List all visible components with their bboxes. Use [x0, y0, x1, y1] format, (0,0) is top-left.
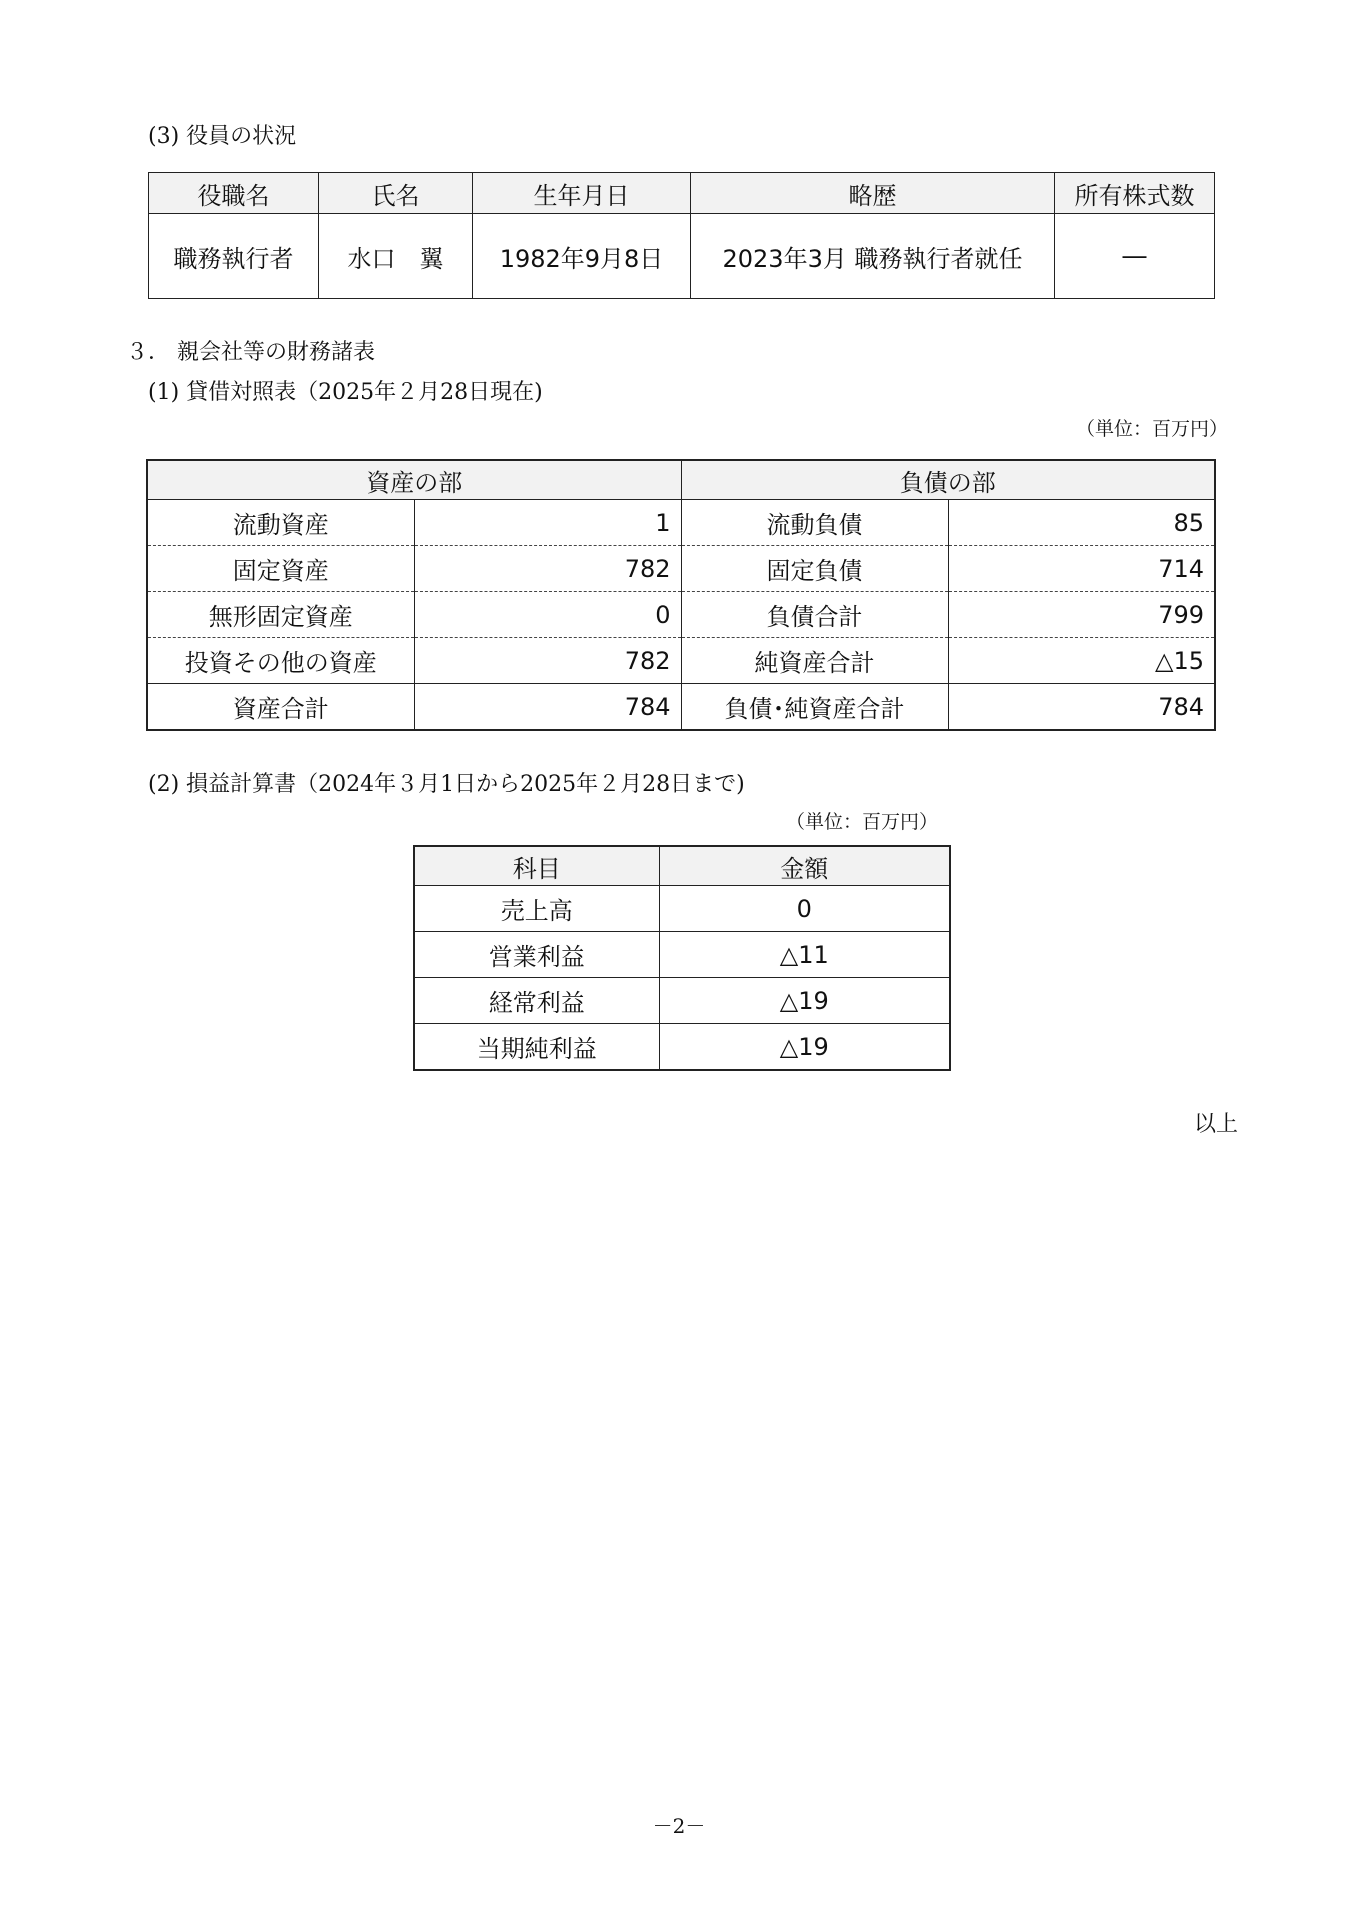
balance-header-row [147, 460, 1215, 500]
income-item-value: 0 [659, 886, 950, 932]
income-item-label: 売上高 [414, 886, 659, 932]
asset-label: 投資その他の資産 [147, 638, 414, 684]
income-item-label: 経常利益 [414, 978, 659, 1024]
officer-career: 2023年3月 職務執行者就任 [691, 214, 1055, 299]
table-row [414, 1024, 950, 1071]
column-header: 生年月日 [473, 173, 691, 214]
income-header-row [414, 846, 950, 886]
column-header: 役職名 [149, 173, 319, 214]
table-row [147, 592, 1215, 638]
table-row [147, 684, 1215, 731]
liability-value: 714 [948, 546, 1215, 592]
income-item-value: △19 [659, 978, 950, 1024]
liability-value: 85 [948, 500, 1215, 546]
income-item-value: △19 [659, 1024, 950, 1071]
income-item-label: 当期純利益 [414, 1024, 659, 1071]
liability-value: 784 [948, 684, 1215, 731]
column-header: 氏名 [319, 173, 473, 214]
table-row [414, 978, 950, 1024]
assets-header: 資産の部 [147, 460, 681, 500]
table-row [414, 932, 950, 978]
liability-label: 固定負債 [681, 546, 948, 592]
liability-label: 純資産合計 [681, 638, 948, 684]
officers-heading: (3) 役員の状況 [148, 124, 297, 149]
asset-value: 784 [414, 684, 681, 731]
table-row [414, 886, 950, 932]
liabilities-header: 負債の部 [681, 460, 1215, 500]
liability-value: 799 [948, 592, 1215, 638]
balance-sheet-unit: （単位：百万円） [1075, 418, 1228, 440]
column-header: 所有株式数 [1055, 173, 1215, 214]
asset-label: 資産合計 [147, 684, 414, 731]
asset-label: 無形固定資産 [147, 592, 414, 638]
closing-text: 以上 [1193, 1112, 1238, 1137]
income-statement-table [413, 845, 951, 1071]
officer-birthdate: 1982年9月8日 [473, 214, 691, 299]
asset-value: 0 [414, 592, 681, 638]
column-header: 金額 [659, 846, 950, 886]
asset-value: 1 [414, 500, 681, 546]
liability-value: △15 [948, 638, 1215, 684]
asset-label: 流動資産 [147, 500, 414, 546]
asset-value: 782 [414, 638, 681, 684]
financials-heading: ３． 親会社等の財務諸表 [126, 340, 375, 365]
officer-name: 水口 翼 [319, 214, 473, 299]
table-row [149, 214, 1215, 299]
officer-title: 職務執行者 [149, 214, 319, 299]
table-row [147, 546, 1215, 592]
officers-table [148, 172, 1215, 299]
table-row [147, 638, 1215, 684]
balance-sheet-table [146, 459, 1216, 731]
income-item-label: 営業利益 [414, 932, 659, 978]
liability-label: 負債･純資産合計 [681, 684, 948, 731]
column-header: 略歴 [691, 173, 1055, 214]
officer-shares: ― [1055, 214, 1215, 299]
asset-value: 782 [414, 546, 681, 592]
asset-label: 固定資産 [147, 546, 414, 592]
income-statement-unit: （単位：百万円） [786, 811, 939, 833]
officers-header-row [149, 173, 1215, 214]
liability-label: 流動負債 [681, 500, 948, 546]
table-row [147, 500, 1215, 546]
balance-sheet-heading: (1) 貸借対照表（2025年２月28日現在) [148, 380, 543, 405]
income-item-value: △11 [659, 932, 950, 978]
column-header: 科目 [414, 846, 659, 886]
liability-label: 負債合計 [681, 592, 948, 638]
income-statement-heading: (2) 損益計算書（2024年３月1日から2025年２月28日まで) [148, 772, 745, 797]
page-number: －2－ [652, 1814, 706, 1838]
